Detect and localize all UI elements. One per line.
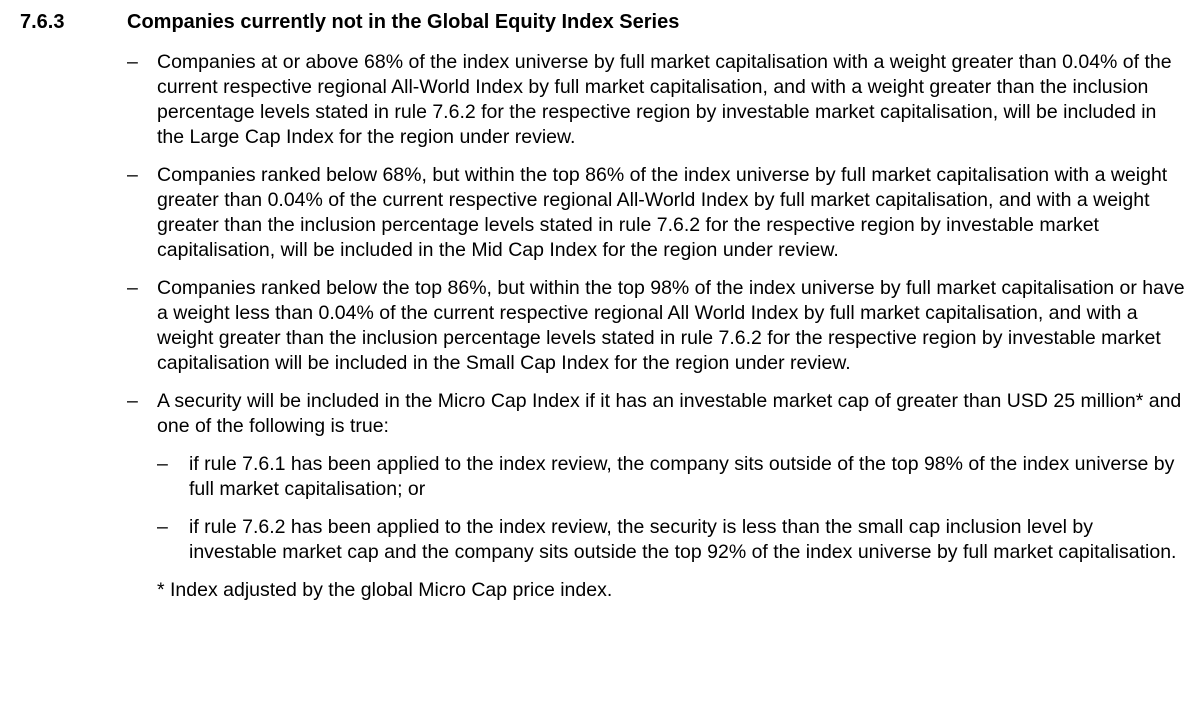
footnote: * Index adjusted by the global Micro Cap price index.	[157, 579, 613, 601]
bullet-dash: –	[127, 164, 138, 186]
list-item-large-cap	[127, 50, 1185, 150]
bullet-dash: –	[127, 390, 138, 412]
bullet-dash: –	[157, 453, 168, 475]
list-item-text: Companies at or above 68% of the index universe by full market capitalisation with a weight greater than 0.04% of the current respective regional All-World Index by full market capitalisation, and with a weight greater than the inclusion percentage levels stated in rule 7.6.2 for the respective region by investable market capitalisation, will be included in the Large Cap Index for the region under review.	[157, 51, 1172, 148]
sub-list	[157, 452, 1185, 565]
list-item-text: A security will be included in the Micro Cap Index if it has an investable market cap of greater than USD 25 million* and one of the following is true:	[157, 390, 1182, 437]
list-item-mid-cap	[127, 163, 1185, 263]
section-title: Companies currently not in the Global Equity Index Series	[127, 11, 680, 33]
list-item-micro-cap	[127, 389, 1185, 565]
sub-list-item-text: if rule 7.6.1 has been applied to the index review, the company sits outside of the top 98% of the index universe by full market capitalisation; or	[189, 453, 1175, 500]
sub-list-item-rule-7-6-2	[157, 515, 1185, 565]
list-item-text: Companies ranked below 68%, but within the top 86% of the index universe by full market capitalisation with a weight greater than 0.04% of the current respective regional All-World Index by full market capitalisation, and with a weight greater than the inclusion percentage levels stated in rule 7.6.2 for the respective region by investable market capitalisation, will be included in the Mid Cap Index for the region under review.	[157, 164, 1168, 261]
sub-list-item-text: if rule 7.6.2 has been applied to the index review, the security is less than the small cap inclusion level by investable market cap and the company sits outside the top 92% of the index universe by full market capitalisation.	[189, 516, 1177, 563]
section-body	[127, 50, 1185, 603]
sub-list-item-rule-7-6-1	[157, 452, 1185, 502]
bullet-dash: –	[127, 51, 138, 73]
bullet-dash: –	[157, 516, 168, 538]
bullet-dash: –	[127, 277, 138, 299]
list-item-text: Companies ranked below the top 86%, but within the top 98% of the index universe by full market capitalisation or have a weight less than 0.04% of the current respective regional All World Index by full market capitalisation, and with a weight greater than the inclusion percentage levels stated in rule 7.6.2 for the respective region by investable market capitalisation will be included in the Small Cap Index for the region under review.	[157, 277, 1185, 374]
list-item-small-cap	[127, 276, 1185, 376]
section-number: 7.6.3	[20, 11, 65, 33]
